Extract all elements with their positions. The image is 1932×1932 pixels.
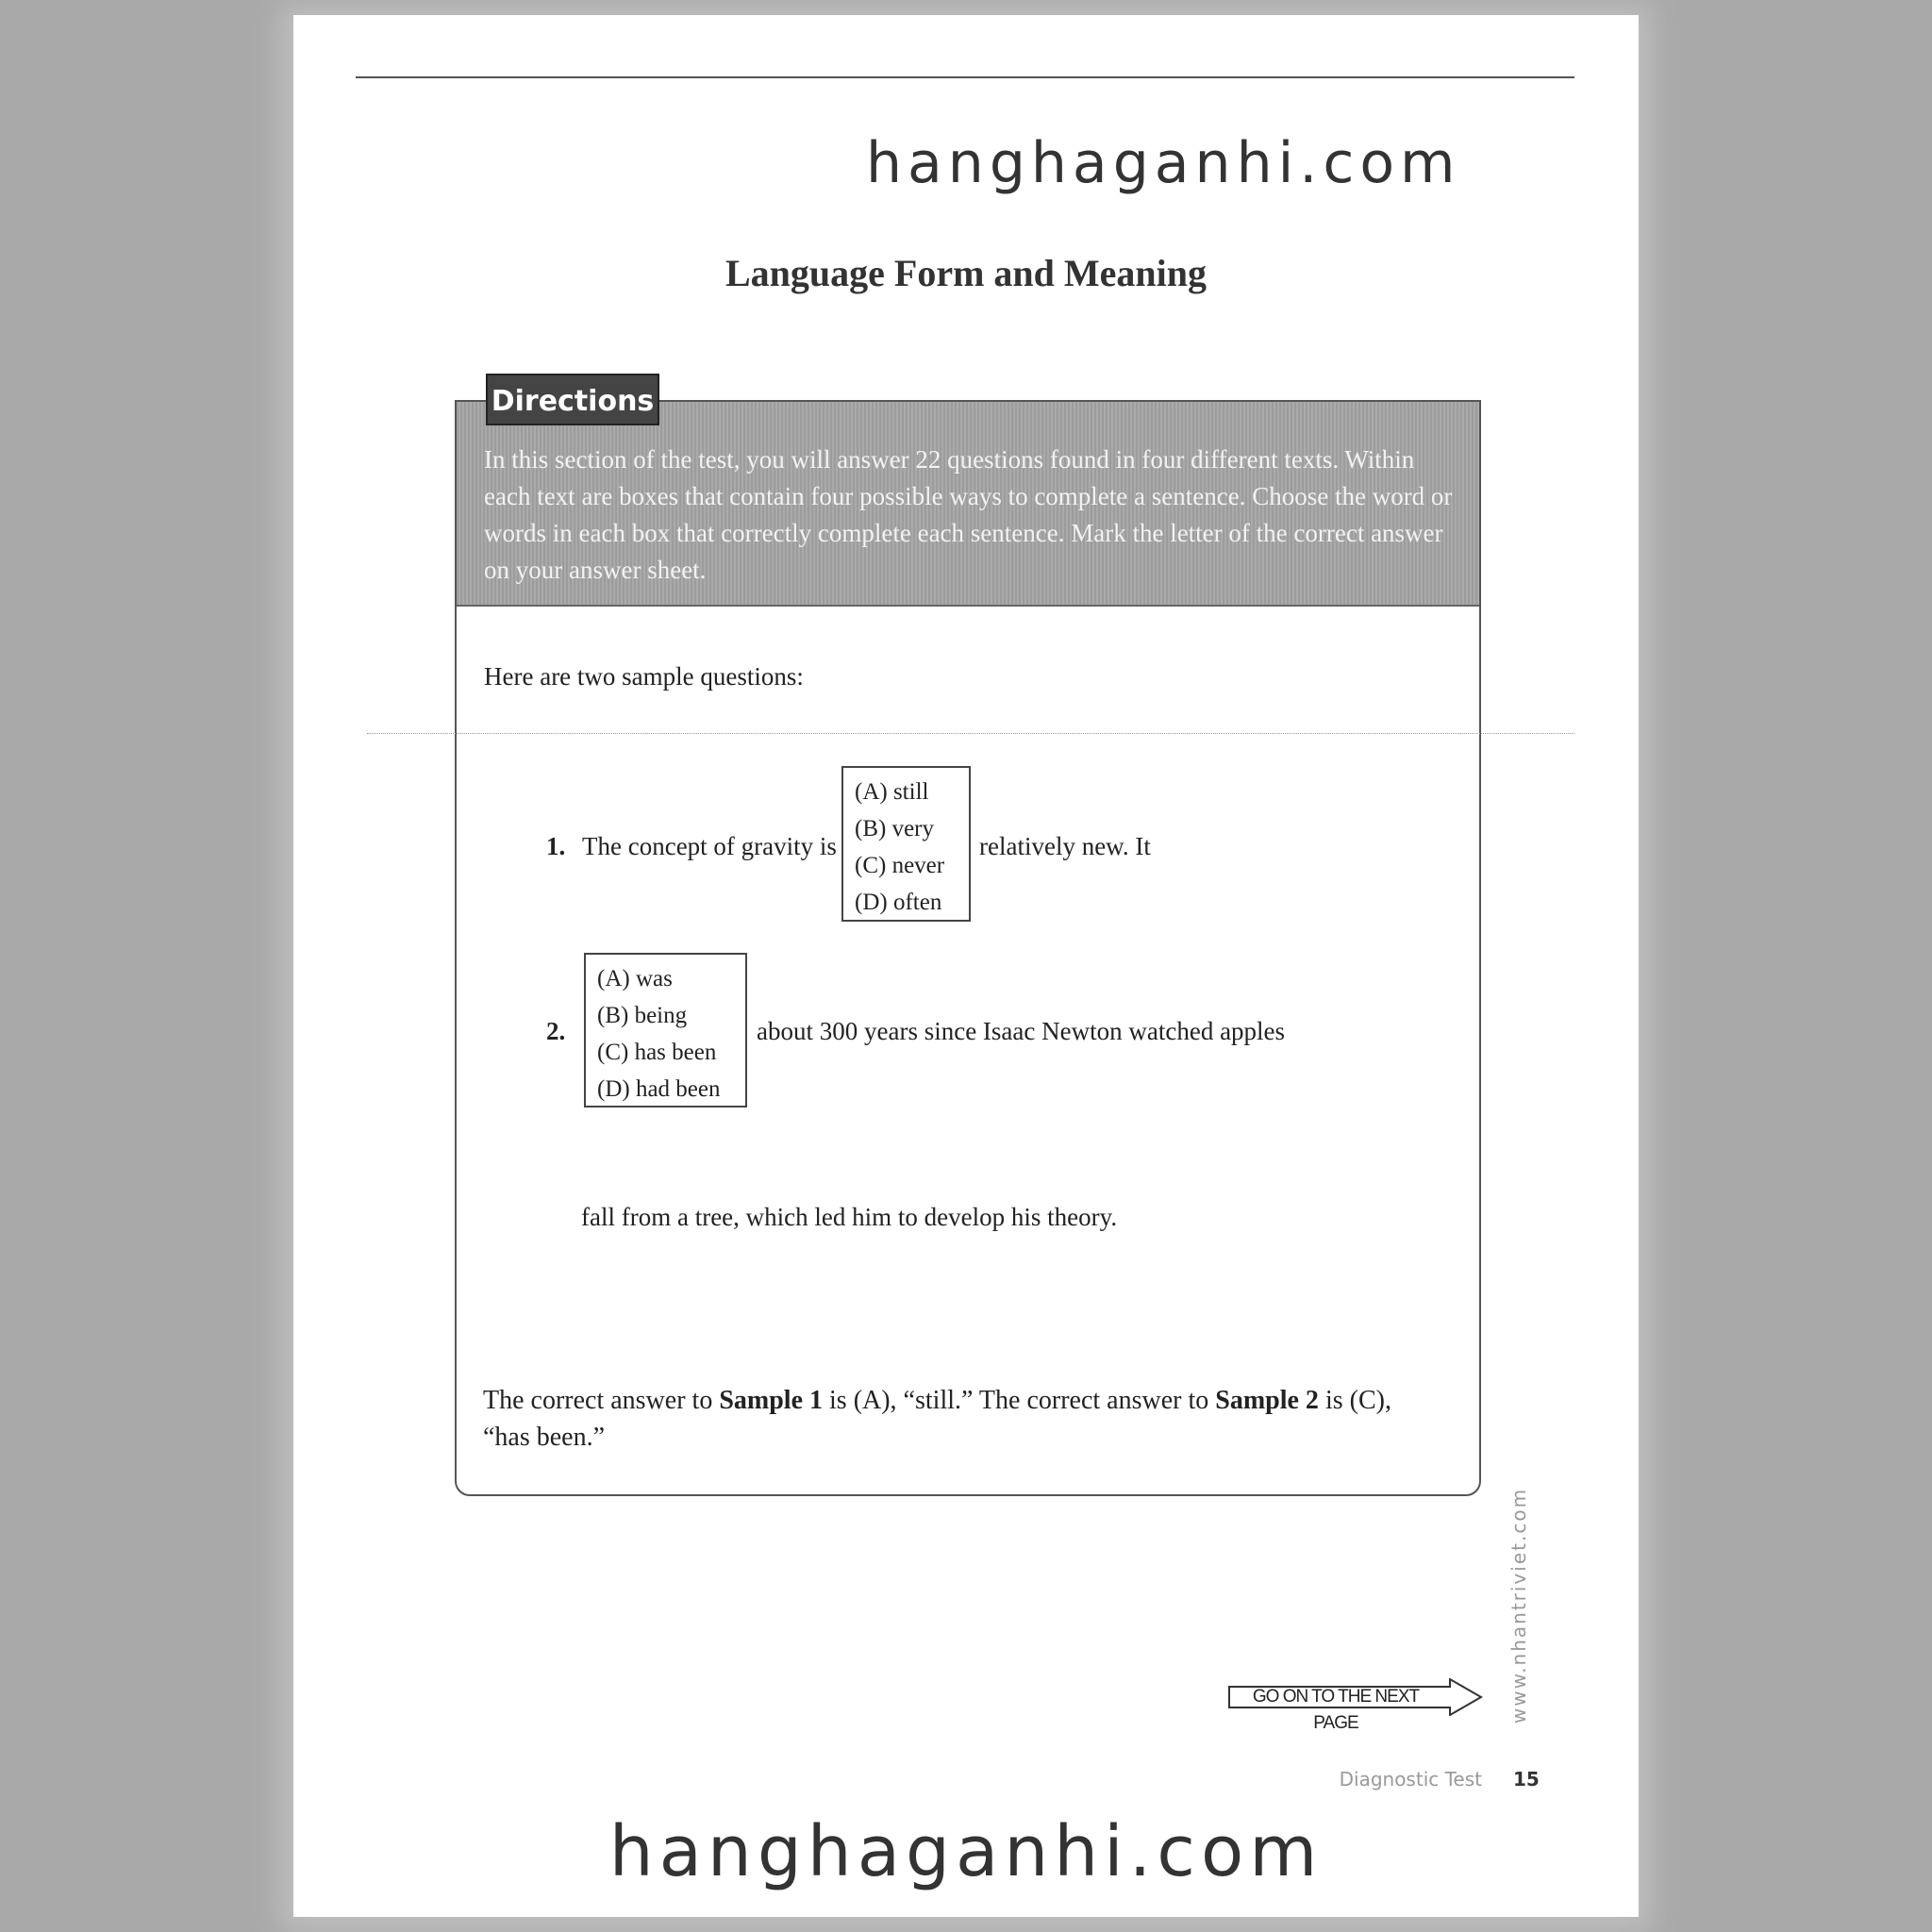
option[interactable]: (D) often	[855, 890, 942, 915]
section-title: Language Form and Meaning	[724, 252, 1208, 294]
option[interactable]: (C) never	[855, 853, 945, 878]
option[interactable]: (A) still	[855, 779, 929, 805]
sample-label: Sample 2	[1215, 1386, 1319, 1415]
watermark-bottom: hanghaganhi.com	[608, 1811, 1324, 1892]
option[interactable]: (C) has been	[597, 1040, 717, 1065]
question-text-after: about 300 years since Isaac Newton watched apples	[757, 1017, 1286, 1045]
dotted-divider	[367, 733, 1574, 734]
option[interactable]: (B) being	[597, 1003, 688, 1028]
answer-explanation	[483, 1386, 1391, 1416]
footer-section: Diagnostic Test	[1339, 1768, 1482, 1790]
intro-text: Here are two sample questions:	[484, 662, 804, 691]
sample-label: Sample 1	[719, 1386, 824, 1415]
text: is (A), “still.” The correct answer to	[823, 1386, 1216, 1415]
watermark-top: hanghaganhi.com	[866, 130, 1461, 196]
page-number: 15	[1513, 1768, 1540, 1790]
text: The correct answer to	[483, 1386, 720, 1415]
go-on-label: GO ON TO THE NEXT PAGE	[1252, 1687, 1420, 1733]
option[interactable]: (A) was	[597, 966, 673, 991]
go-on-next-page-button[interactable]	[1228, 1678, 1483, 1733]
answer-explanation-line2: “has been.”	[483, 1423, 606, 1452]
side-url: www.nhantriviet.com	[1507, 1487, 1530, 1724]
directions-text: In this section of the test, you will answer 22 questions found in four different texts. Within each text are boxes that contain four possible ways to complete a sentence. Choose the word or words in each box that correctly complete each sentence. Mark the letter of the correct answer on your answer sheet.	[484, 445, 1453, 584]
answer-options-box	[584, 953, 747, 1108]
question-number: 1.	[546, 832, 566, 860]
question-number: 2.	[546, 1017, 566, 1045]
question-continuation: fall from a tree, which led him to develop his theory.	[581, 1203, 1118, 1231]
option[interactable]: (B) very	[855, 816, 934, 841]
top-rule	[356, 76, 1574, 78]
question-text-after: relatively new. It	[979, 832, 1151, 860]
answer-options-box	[841, 766, 971, 922]
option[interactable]: (D) had been	[597, 1076, 721, 1102]
question-text-before: The concept of gravity is	[582, 832, 837, 860]
directions-tab: Directions	[486, 374, 659, 425]
text: is (C),	[1318, 1386, 1391, 1415]
